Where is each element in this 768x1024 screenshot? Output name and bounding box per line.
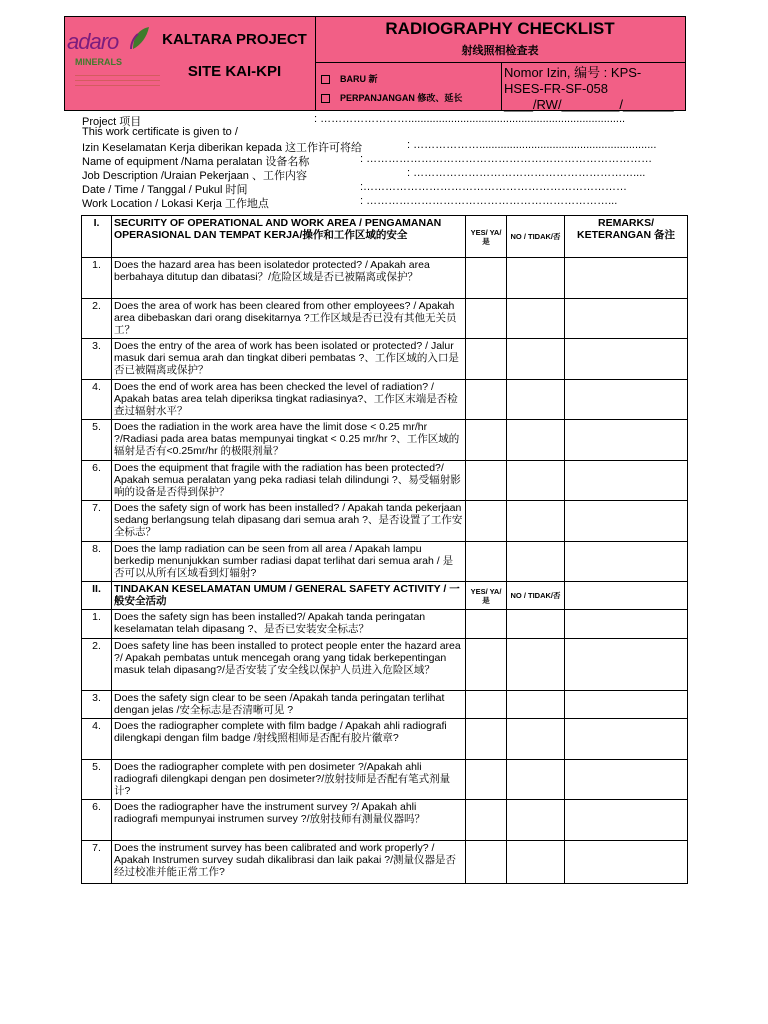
yes-cell[interactable] bbox=[466, 542, 507, 582]
item-question: Does the hazard area has been isolatedor protected? / Apakah area berbahaya ditutup dan dibatasi？/危险区域是否已被隔离或保护？ bbox=[112, 258, 466, 299]
permit-line: Nomor Izin, 编号 : KPS- bbox=[504, 65, 642, 80]
project-name: KALTARA PROJECT bbox=[162, 31, 307, 48]
section-number: II. bbox=[82, 582, 112, 610]
item-question: Does the lamp radiation can be seen from all area / Apakah lampu berkedip menunjukkan sumber radiasi dapat terlihat dari semua arah / 是否可以从所有区域看到灯辐射? bbox=[112, 542, 466, 582]
no-cell[interactable] bbox=[507, 258, 565, 299]
no-cell[interactable] bbox=[507, 420, 565, 461]
yes-cell[interactable] bbox=[466, 380, 507, 420]
yes-cell[interactable] bbox=[466, 339, 507, 380]
no-cell[interactable] bbox=[507, 719, 565, 760]
document-title-chinese: 射线照相检查表 bbox=[461, 45, 539, 57]
item-question: Does the radiographer have the instrument survey ?/ Apakah ahli radiografi mempunyai instrumen survey ?/放射技师有测量仪器吗？ bbox=[112, 800, 466, 841]
logo-tagline-lines bbox=[75, 71, 160, 89]
info-label: Izin Keselamatan Kerja diberikan kepada 这工作许可将给 bbox=[82, 142, 363, 154]
no-cell[interactable] bbox=[507, 760, 565, 800]
permit-line: HSES-FR-SF-058 bbox=[504, 81, 609, 96]
item-number: 5. bbox=[82, 760, 112, 800]
yes-cell[interactable] bbox=[466, 461, 507, 501]
permit-number bbox=[504, 65, 682, 113]
remarks-cell[interactable] bbox=[565, 501, 688, 542]
no-cell[interactable] bbox=[507, 610, 565, 639]
company-logo bbox=[67, 29, 159, 93]
table-row bbox=[82, 542, 688, 582]
remarks-cell[interactable] bbox=[565, 380, 688, 420]
table-row bbox=[82, 420, 688, 461]
item-question: Does the safety sign of work has been installed? / Apakah tanda pekerjaan sedang berlangsung telah dipasang dari semua arah ?、是否设置了工作安全标志？ bbox=[112, 501, 466, 542]
item-number: 3. bbox=[82, 691, 112, 719]
no-cell[interactable] bbox=[507, 800, 565, 841]
item-question: Does the radiographer complete with film badge / Apakah ahli radiografi dilengkapi dengan film badge /射线照相师是否配有胶片徽章? bbox=[112, 719, 466, 760]
yes-cell[interactable] bbox=[466, 299, 507, 339]
form-header bbox=[64, 16, 686, 111]
site-name: SITE KAI-KPI bbox=[187, 63, 282, 80]
info-fill-line[interactable]: : ……………………....................................................................... bbox=[314, 113, 626, 125]
table-row bbox=[82, 339, 688, 380]
no-cell[interactable] bbox=[507, 542, 565, 582]
item-number: 5. bbox=[82, 420, 112, 461]
info-label: Name of equipment /Nama peralatan 设备名称 bbox=[82, 156, 310, 168]
remarks-cell[interactable] bbox=[565, 339, 688, 380]
remarks-cell[interactable] bbox=[565, 610, 688, 639]
item-number: 6. bbox=[82, 461, 112, 501]
yes-cell[interactable] bbox=[466, 258, 507, 299]
table-row bbox=[82, 258, 688, 299]
yes-cell[interactable] bbox=[466, 760, 507, 800]
remarks-cell[interactable] bbox=[565, 719, 688, 760]
no-cell[interactable] bbox=[507, 691, 565, 719]
remarks-cell[interactable] bbox=[565, 299, 688, 339]
item-number: 2. bbox=[82, 299, 112, 339]
yes-column-header: YES/ YA/是 bbox=[466, 216, 507, 258]
remarks-cell[interactable] bbox=[565, 691, 688, 719]
item-question: Does safety line has been installed to protect people enter the hazard area ?/ Apakah pembatas untuk mencegah orang yang tidak berkepentingan masuk telah dipasang?/是否安装了安全线以保护人员进入危险区域？ bbox=[112, 639, 466, 691]
item-number: 1. bbox=[82, 258, 112, 299]
table-row bbox=[82, 461, 688, 501]
item-number: 2. bbox=[82, 639, 112, 691]
no-cell[interactable] bbox=[507, 461, 565, 501]
option-extend[interactable] bbox=[321, 91, 462, 104]
table-row bbox=[82, 691, 688, 719]
info-work-location bbox=[82, 195, 618, 211]
item-question: Does the safety sign clear to be seen /Apakah tanda peringatan terlihat dengan jelas /安全标志是否清晰可见 ? bbox=[112, 691, 466, 719]
no-cell[interactable] bbox=[507, 339, 565, 380]
item-number: 1. bbox=[82, 610, 112, 639]
item-question: Does the entry of the area of work has been isolated or protected? / Jalur masuk dari semua arah dan tingkat diberi pembatas ?、工作区域的入口是否已被隔离或保护？ bbox=[112, 339, 466, 380]
yes-cell[interactable] bbox=[466, 610, 507, 639]
permit-line[interactable]: ____/RW/________/_______ bbox=[504, 97, 674, 112]
remarks-cell[interactable] bbox=[565, 841, 688, 884]
no-cell[interactable] bbox=[507, 841, 565, 884]
remarks-cell[interactable] bbox=[565, 461, 688, 501]
table-row bbox=[82, 800, 688, 841]
no-cell[interactable] bbox=[507, 639, 565, 691]
info-fill-line[interactable]: : …………………………………………………….... bbox=[407, 167, 646, 179]
yes-column-header: YES/ YA/是 bbox=[466, 582, 507, 610]
info-label: Project 项目 bbox=[82, 116, 142, 128]
no-cell[interactable] bbox=[507, 380, 565, 420]
item-number: 7. bbox=[82, 501, 112, 542]
no-cell[interactable] bbox=[507, 501, 565, 542]
table-row bbox=[82, 760, 688, 800]
item-question: Does the instrument survey has been calibrated and work properly? / Apakah Instrumen survey sudah dikalibrasi dan laik pakai ?/测量仪器是否经过校准并能正常工作? bbox=[112, 841, 466, 884]
section-title: SECURITY OF OPERATIONAL AND WORK AREA / PENGAMANAN OPERASIONAL DAN TEMPAT KERJA/操作和工作区域的安全 bbox=[112, 216, 466, 258]
logo-word: adaro bbox=[67, 29, 119, 54]
item-question: Does the radiographer complete with pen dosimeter ?/Apakah ahli radiografi dilengkapi dengan pen dosimeter?/放射技师是否配有笔式剂量计? bbox=[112, 760, 466, 800]
header-vertical-divider bbox=[501, 62, 502, 110]
header-divider bbox=[315, 62, 685, 63]
no-column-header: NO / TIDAK/否 bbox=[507, 216, 565, 258]
table-row bbox=[82, 610, 688, 639]
remarks-cell[interactable] bbox=[565, 760, 688, 800]
option-new-label: BARU 新 bbox=[340, 74, 378, 84]
item-number: 6. bbox=[82, 800, 112, 841]
item-question: Does the equipment that fragile with the radiation has been protected?/ Apakah semua peralatan yang peka radiasi telah dilindungi ?、易受辐射影响的设备是否得到保护？ bbox=[112, 461, 466, 501]
item-number: 3. bbox=[82, 339, 112, 380]
section-title: TINDAKAN KESELAMATAN UMUM / GENERAL SAFETY ACTIVITY / 一般安全活动 bbox=[112, 582, 466, 610]
table-row bbox=[82, 719, 688, 760]
leaf-icon bbox=[129, 25, 151, 51]
info-label: Job Description /Uraian Pekerjaan 、工作内容 bbox=[82, 170, 307, 182]
table-row bbox=[82, 380, 688, 420]
yes-cell[interactable] bbox=[466, 841, 507, 884]
header-right-cell bbox=[315, 17, 685, 110]
info-label: Work Location / Lokasi Kerja 工作地点 bbox=[82, 198, 269, 210]
yes-cell[interactable] bbox=[466, 800, 507, 841]
checkbox-icon[interactable] bbox=[321, 75, 330, 84]
info-certificate bbox=[82, 126, 238, 138]
yes-cell[interactable] bbox=[466, 639, 507, 691]
yes-cell[interactable] bbox=[466, 420, 507, 461]
remarks-cell[interactable] bbox=[565, 639, 688, 691]
section-number: I. bbox=[82, 216, 112, 258]
section-header-row bbox=[82, 216, 688, 258]
yes-cell[interactable] bbox=[466, 501, 507, 542]
info-fill-line[interactable]: :……………………………………………………………… bbox=[360, 181, 628, 193]
item-number: 4. bbox=[82, 719, 112, 760]
remarks-column-header: REMARKS/ KETERANGAN 备注 bbox=[565, 216, 688, 258]
logo-subtext: MINERALS bbox=[75, 57, 122, 67]
option-extend-label: PERPANJANGAN 修改、延长 bbox=[340, 93, 463, 103]
item-question: Does the area of work has been cleared from other employees? / Apakah area dibebaskan dari orang disekitarnya ?工作区域是否已没有其他无关员工？ bbox=[112, 299, 466, 339]
header-left-cell bbox=[65, 17, 316, 110]
table-row bbox=[82, 299, 688, 339]
info-fill-line[interactable]: : …………………………………………………………………… bbox=[360, 153, 653, 165]
item-question: Does the end of work area has been checked the level of radiation? / Apakah batas area telah diperiksa tingkat radiasinya?、工作区末端是否检查过辐射水平？ bbox=[112, 380, 466, 420]
checkbox-icon[interactable] bbox=[321, 94, 330, 103]
remarks-cell[interactable] bbox=[565, 582, 688, 610]
table-row bbox=[82, 501, 688, 542]
item-number: 8. bbox=[82, 542, 112, 582]
item-question: Does the safety sign has been installed?/ Apakah tanda peringatan keselamatan telah dipasang ?、是否已安装安全标志？ bbox=[112, 610, 466, 639]
checklist-table bbox=[81, 215, 688, 884]
section-header-row bbox=[82, 582, 688, 610]
remarks-cell[interactable] bbox=[565, 542, 688, 582]
no-column-header: NO / TIDAK/否 bbox=[507, 582, 565, 610]
table-row bbox=[82, 639, 688, 691]
remarks-cell[interactable] bbox=[565, 800, 688, 841]
table-row bbox=[82, 841, 688, 884]
yes-cell[interactable] bbox=[466, 691, 507, 719]
option-new[interactable] bbox=[321, 72, 378, 85]
document-title: RADIOGRAPHY CHECKLIST bbox=[385, 19, 615, 38]
item-number: 4. bbox=[82, 380, 112, 420]
yes-cell[interactable] bbox=[466, 719, 507, 760]
item-question: Does the radiation in the work area have the limit dose < 0.25 mr/hr ?/Radiasi pada area batas mempunyai tingkat < 0.25 mr/hr ?、工作区域的辐射是否有<0.25mr/hr 的极限剂量？ bbox=[112, 420, 466, 461]
info-fill-line[interactable]: : ……………….......................................................... bbox=[407, 139, 657, 151]
no-cell[interactable] bbox=[507, 299, 565, 339]
item-number: 7. bbox=[82, 841, 112, 884]
info-fill-line[interactable]: : …………………………………………………………... bbox=[360, 195, 618, 207]
info-label: This work certificate is given to / bbox=[82, 126, 238, 138]
remarks-cell[interactable] bbox=[565, 420, 688, 461]
remarks-cell[interactable] bbox=[565, 258, 688, 299]
info-label: Date / Time / Tanggal / Pukul 时间 bbox=[82, 184, 248, 196]
